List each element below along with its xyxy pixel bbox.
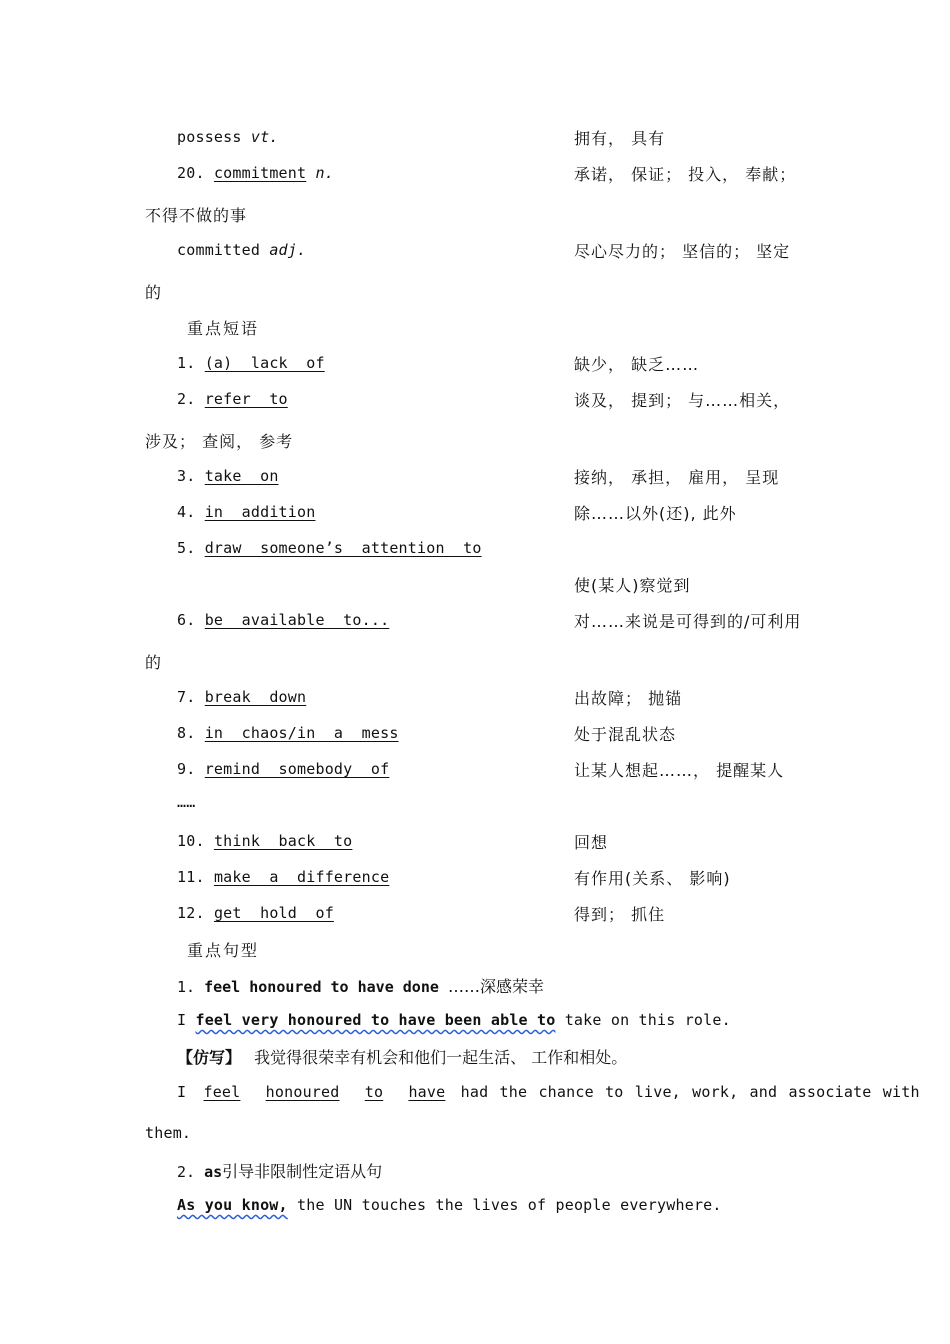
vocab-word: committed (177, 241, 261, 259)
answer-blank: have (408, 1083, 446, 1101)
vocab-commitment (177, 164, 334, 182)
phrase-text: in chaos/in a mess (204, 724, 399, 742)
phrase-item (177, 611, 389, 629)
answer-blank: feel (203, 1083, 241, 1101)
vocab-meaning-cont: 的 (145, 283, 163, 302)
vocab-num: 20. (177, 164, 205, 182)
example-rest: the UN touches the lives of people everywhere. (297, 1196, 722, 1214)
phrase-meaning: 缺少， 缺乏…… (574, 355, 700, 374)
fangxie-zh: 我觉得很荣幸有机会和他们一起生活、 工作和相处。 (254, 1048, 628, 1067)
phrase-num: 8. (177, 724, 196, 742)
phrase-text: make a difference (213, 868, 390, 886)
vocab-committed (177, 241, 306, 259)
section-heading-phrases: 重点短语 (187, 319, 260, 338)
phrase-item (177, 868, 389, 886)
vocab-meaning-cont: 不得不做的事 (145, 206, 248, 225)
phrase-item (177, 467, 279, 485)
phrase-meaning: 有作用(关系、 影响) (574, 869, 731, 888)
phrase-text: think back to (213, 832, 353, 850)
phrase-text: draw someone’s attention to (204, 539, 482, 557)
vocab-word: commitment (213, 164, 307, 182)
phrase-text: (a) lack of (204, 354, 325, 372)
sentence-num: 1. (177, 978, 196, 996)
vocab-meaning: 尽心尽力的； 坚信的； 坚定 (574, 242, 791, 261)
sentence-pattern: feel honoured to have done (204, 978, 439, 996)
phrase-text: be available to... (204, 611, 390, 629)
example-highlight: feel very honoured to have been able to (195, 1011, 556, 1029)
phrase-text: in addition (204, 503, 316, 521)
phrase-meaning: 除……以外(还), 此外 (574, 504, 737, 523)
sentence-zh: 引导非限制性定语从句 (222, 1162, 383, 1181)
vocab-meaning: 拥有， 具有 (574, 129, 666, 148)
example-subject: I (177, 1011, 187, 1029)
phrase-num: 12. (177, 904, 205, 922)
phrase-item (177, 688, 306, 706)
sentence-keyword: as (204, 1163, 223, 1181)
vocab-pos: vt. (250, 128, 279, 146)
fangxie-answer (177, 1083, 920, 1101)
phrase-meaning-cont: 的 (145, 653, 163, 672)
phrase-item (177, 832, 352, 850)
vocab-pos: adj. (269, 241, 307, 259)
phrase-item (177, 904, 334, 922)
phrase-meaning: 处于混乱状态 (574, 725, 677, 744)
phrase-cont: …… (177, 793, 196, 811)
phrase-num: 11. (177, 868, 205, 886)
phrase-meaning: 让某人想起……， 提醒某人 (574, 761, 785, 780)
fangxie-answer-cont: them. (145, 1124, 192, 1142)
phrase-meaning-cont: 涉及； 查阅， 参考 (145, 432, 294, 451)
phrase-meaning: 出故障； 抛锚 (574, 689, 683, 708)
phrase-item (177, 354, 325, 372)
vocab-word: possess (177, 128, 242, 146)
phrase-item (177, 503, 315, 521)
answer-blank: honoured (265, 1083, 340, 1101)
phrase-num: 7. (177, 688, 196, 706)
phrase-meaning: 使(某人)察觉到 (574, 576, 691, 595)
phrase-num: 5. (177, 539, 196, 557)
sentence-num: 2. (177, 1163, 196, 1181)
sentence-example-2 (177, 1196, 722, 1214)
phrase-item (177, 390, 288, 408)
phrase-num: 3. (177, 467, 196, 485)
phrase-num: 6. (177, 611, 196, 629)
vocab-meaning: 承诺， 保证； 投入， 奉献； (574, 165, 797, 184)
phrase-num: 4. (177, 503, 196, 521)
phrase-meaning: 谈及， 提到； 与……相关， (574, 391, 791, 410)
phrase-meaning: 对……来说是可得到的/可利用 (574, 612, 802, 631)
sentence-example-1 (177, 1011, 731, 1029)
phrase-text: break down (204, 688, 307, 706)
phrase-num: 2. (177, 390, 196, 408)
phrase-text: remind somebody of (204, 760, 390, 778)
vocab-pos: n. (315, 164, 334, 182)
phrase-num: 9. (177, 760, 196, 778)
sentence-pattern-1 (177, 974, 544, 997)
example-rest: take on this role. (564, 1011, 731, 1029)
fangxie-label: 【仿写】 (177, 1048, 242, 1067)
answer-rest: had the chance to live, work, and associate with (460, 1083, 920, 1101)
section-heading-sentences: 重点句型 (187, 941, 260, 960)
vocab-possess (177, 128, 279, 146)
phrase-item (177, 724, 399, 742)
phrase-num: 10. (177, 832, 205, 850)
phrase-item (177, 539, 482, 557)
answer-subject: I (177, 1083, 187, 1101)
phrase-text: take on (204, 467, 279, 485)
phrase-text: get hold of (213, 904, 334, 922)
answer-blank: to (364, 1083, 384, 1101)
phrase-meaning: 接纳， 承担， 雇用， 呈现 (574, 468, 780, 487)
phrase-item (177, 760, 389, 778)
sentence-pattern-2 (177, 1159, 382, 1182)
example-highlight: As you know, (177, 1196, 288, 1214)
phrase-meaning: 得到； 抓住 (574, 905, 666, 924)
phrase-num: 1. (177, 354, 196, 372)
phrase-text: refer to (204, 390, 288, 408)
phrase-meaning: 回想 (574, 833, 609, 852)
fangxie-prompt (177, 1045, 627, 1068)
sentence-zh: ……深感荣幸 (447, 977, 544, 996)
